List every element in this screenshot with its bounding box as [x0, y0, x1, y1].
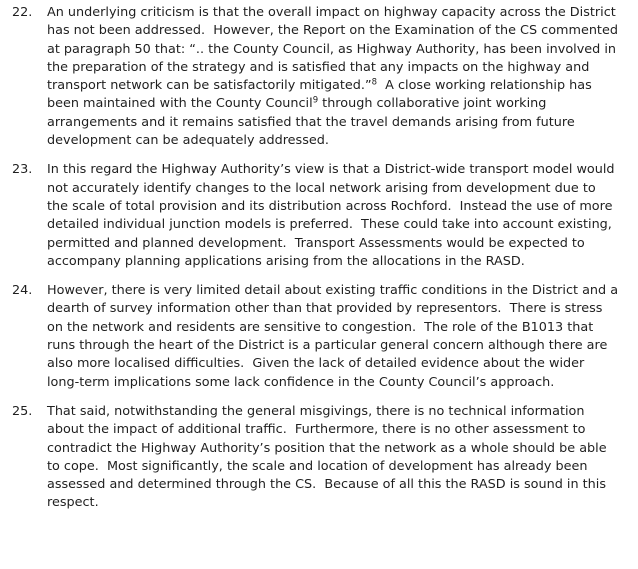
paragraph-text-segment: That said, notwithstanding the general misgivings, there is no technical information about the impact of additional traffic. Furthermore, there is no other assessment to contradict the Highway Authority’s position that the network as a whole should be able to cope. Most significantly, the scale and location of development has already been assessed and determined through the CS. Because of all this the RASD is sound in this respect.	[47, 403, 611, 511]
paragraph-number: 24.	[12, 283, 33, 299]
paragraph-text-segment: However, there is very limited detail about existing traffic conditions in the District and a dearth of survey information other than that provided by representors. There is stress on the network and residents are sensitive to congestion. The role of the B1013 that runs through the heart of the District is a particular general concern although there are also more localised difficulties. Given the lack of detailed evidence about the wider long-term implications some lack confidence in the County Council’s approach.	[47, 283, 623, 390]
paragraph-text-segment: A close working relationship has been maintained with the County Council	[47, 78, 596, 112]
paragraph-text-segment: In this regard the Highway Authority’s view is that a District-wide transport model would not accurately identify changes to the local network arising from development due to the scale of total provision and its distribution across Rochford. Instead the use of more detailed individual junction models is preferred. These could take into account existing, permitted and planned development. Transport Assessments would be expected to accompany planning applications arising from the allocations in the RASD.	[47, 162, 619, 269]
paragraph-text	[47, 282, 623, 392]
paragraph-text	[47, 403, 619, 513]
paragraph-number: 23.	[12, 162, 33, 178]
paragraph-23	[12, 161, 624, 271]
paragraph-number: 22.	[12, 5, 33, 20]
footnote-ref-9: 9	[312, 95, 319, 106]
paragraph-text-segment: through collaborative joint working arrangements and it remains satisfied that the travel demands arising from future development can be adequately addressed.	[47, 96, 579, 149]
paragraph-22	[12, 4, 624, 150]
paragraph-text	[47, 161, 619, 271]
paragraph-24	[12, 282, 624, 392]
footnote-ref-8: 8	[371, 77, 378, 88]
paragraph-text	[47, 4, 623, 150]
paragraph-25	[12, 403, 624, 513]
paragraph-text-segment: An underlying criticism is that the overall impact on highway capacity across the District has not been addressed. However, the Report on the Examination of the CS commented at paragraph 50 that: “.. the County Council, as Highway Authority, has been involved in the preparation of the strategy and is satisfied that any impacts on the highway and transport network can be satisfactorily mitigated.”	[47, 5, 623, 94]
paragraph-number: 25.	[12, 403, 33, 419]
